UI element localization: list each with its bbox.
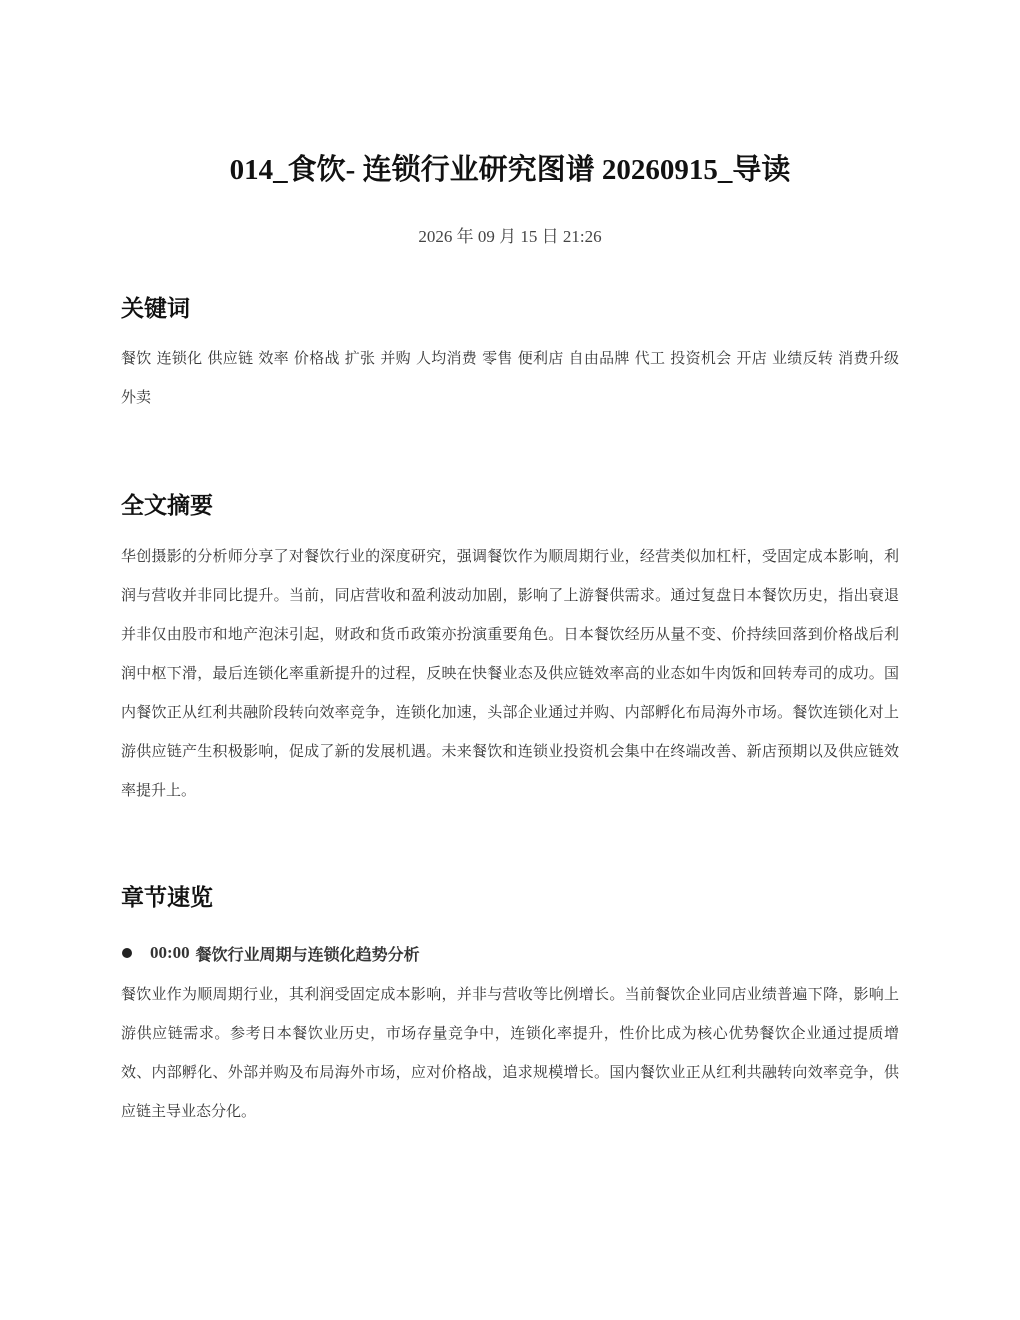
- chapters-heading: 章节速览: [121, 885, 213, 911]
- keywords-heading: 关键词: [121, 296, 190, 322]
- chapter-time: 00:00: [150, 943, 190, 962]
- summary-heading: 全文摘要: [121, 493, 213, 519]
- chapter-item: [121, 938, 899, 968]
- bullet-icon: [122, 948, 132, 958]
- summary-text: 华创摄影的分析师分享了对餐饮行业的深度研究，强调餐饮作为顺周期行业，经营类似加杠杆，受固定成本影响，利润与营收并非同比提升。当前，同店营收和盈利波动加剧，影响了上游餐供需求。通过复盘日本餐饮历史，指出衰退并非仅由股市和地产泡沫引起，财政和货币政策亦扮演重要角色。日本餐饮经历从量不变、价持续回落到价格战后利润中枢下滑，最后连锁化率重新提升的过程，反映在快餐业态及供应链效率高的业态如牛肉饭和回转寿司的成功。国内餐饮正从红利共融阶段转向效率竞争，连锁化加速，头部企业通过并购、内部孵化布局海外市场。餐饮连锁化对上游供应链产生积极影响，促成了新的发展机遇。未来餐饮和连锁业投资机会集中在终端改善、新店预期以及供应链效率提升上。: [121, 547, 899, 799]
- chapter-title: 餐饮行业周期与连锁化趋势分析: [195, 944, 420, 964]
- document-date: 2026 年 09 月 15 日 21:26: [418, 227, 602, 246]
- document-title: 014_食饮- 连锁行业研究图谱 20260915_导读: [229, 154, 791, 186]
- chapter-text: 餐饮业作为顺周期行业，其利润受固定成本影响，并非与营收等比例增长。当前餐饮企业同店业绩普遍下降，影响上游供应链需求。参考日本餐饮业历史，市场存量竞争中，连锁化率提升，性价比成为核心优势餐饮企业通过提质增效、内部孵化、外部并购及布局海外市场，应对价格战，追求规模增长。国内餐饮业正从红利共融转向效率竞争，供应链主导业态分化。: [121, 985, 899, 1120]
- keywords-text: 餐饮 连锁化 供应链 效率 价格战 扩张 并购 人均消费 零售 便利店 自由品牌 代工 投资机会 开店 业绩反转 消费升级 外卖: [121, 349, 899, 406]
